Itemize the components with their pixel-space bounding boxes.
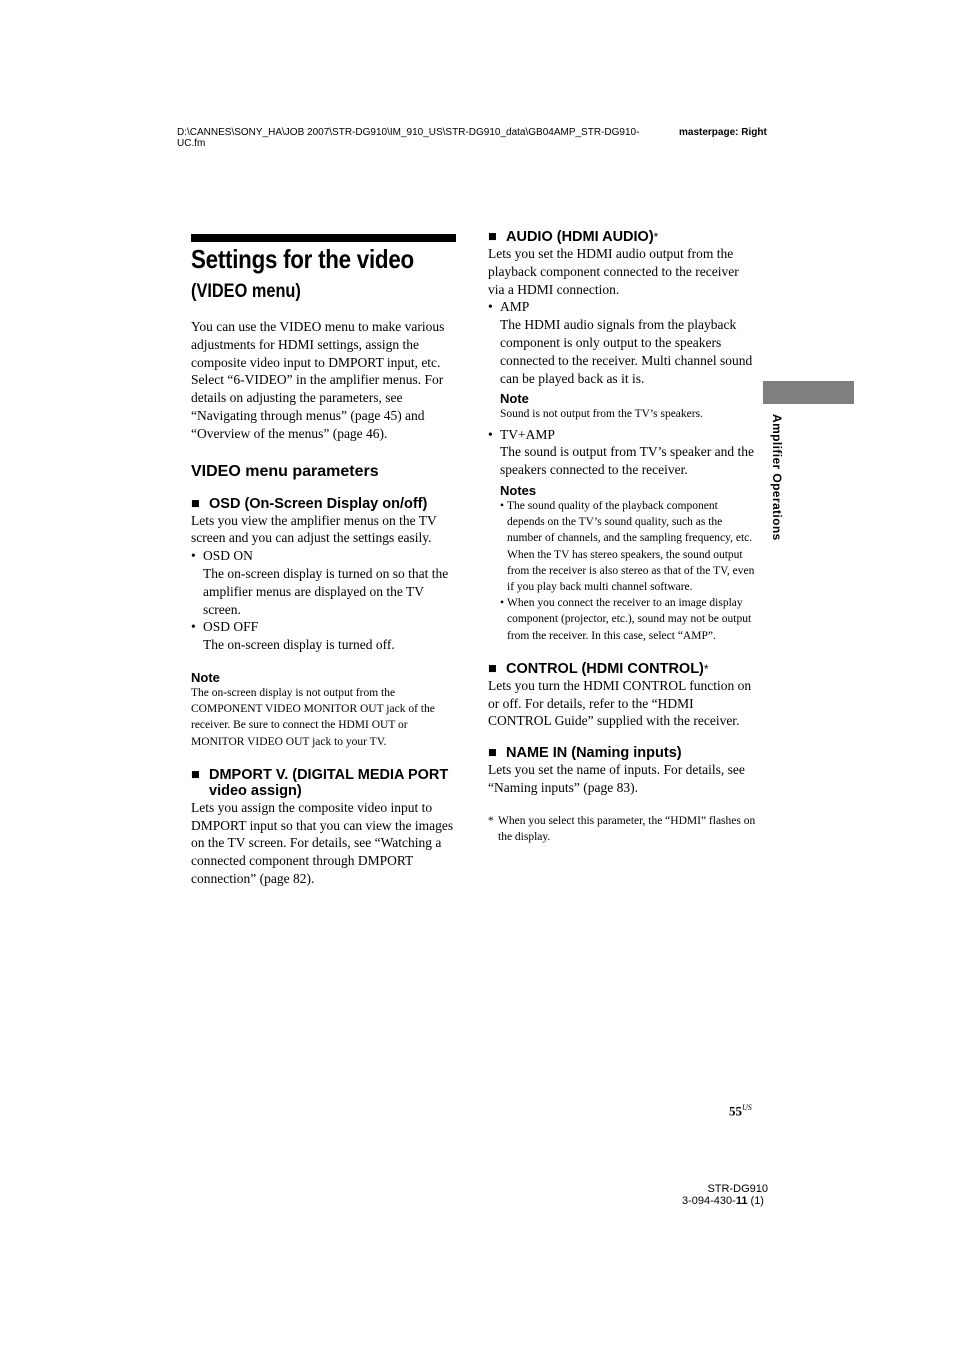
footnote-text: When you select this parameter, the “HDMI” flashes on the display. [498,814,756,843]
page-number [729,1103,752,1119]
part-bold: 11 [735,1195,748,1207]
bullet-glyph: • [500,597,505,610]
list-item [191,618,459,636]
right-column [488,229,758,845]
bullet-glyph: • [191,619,196,635]
footnote-mark: * [653,230,659,244]
note-heading: Note [500,391,529,407]
page-number-value: 55 [729,1103,742,1119]
list-item [488,298,758,316]
note-text: The sound quality of the playback component depends on the TV’s sound quality, such as the number of channels, and the sampling frequency, etc. When the TV has stereo speakers, the sound output from the receiver is also stereo as that of the TV, even if you play back multi channel software. [507,499,755,593]
name-in-heading-text: NAME IN (Naming inputs) [506,745,682,762]
square-bullet: ■ [191,766,200,783]
page-suffix: US [742,1103,752,1112]
control-heading [488,661,758,677]
part-prefix: 3-094-430- [682,1195,736,1207]
title-rule [191,234,456,242]
part-suffix: (1) [747,1195,764,1207]
side-tab-label: Amplifier Operations [770,414,784,541]
bullet-glyph: • [488,426,493,442]
option-description: The sound is output from TV’s speaker and the speakers connected to the receiver. [500,444,754,478]
masterpage-label: masterpage: Right [679,127,767,138]
audio-description: Lets you set the HDMI audio output from the playback component connected to the receiver via a HDMI connection. [488,246,739,297]
option-description: The on-screen display is turned off. [203,637,395,653]
option-description: The on-screen display is turned on so that the amplifier menus are displayed on the TV screen. [203,565,449,617]
name-in-heading [488,745,758,761]
name-in-description: Lets you set the name of inputs. For details, see “Naming inputs” (page 83). [488,762,745,795]
option-label: OSD OFF [203,619,259,635]
footnote-mark: * [703,661,709,676]
model-number: STR-DG910 [707,1183,768,1195]
control-heading-text: CONTROL (HDMI CONTROL) [506,660,704,677]
list-item [488,426,758,444]
square-bullet: ■ [488,229,497,245]
square-bullet: ■ [488,745,497,762]
audio-heading [488,229,758,245]
note-item [488,595,758,644]
section-heading: VIDEO menu parameters [191,462,379,480]
left-column [191,318,459,888]
dmport-heading [191,767,459,799]
list-item [191,547,459,565]
note-text: The on-screen display is not output from the COMPONENT VIDEO MONITOR OUT jack of the receiver. Be sure to connect the HDMI OUT or MONITOR VIDEO OUT jack to your TV. [191,686,435,748]
dmport-heading-text: DMPORT V. (DIGITAL MEDIA PORT video assign) [209,766,449,799]
side-tab [763,381,854,404]
bullet-glyph: • [500,499,505,512]
intro-paragraph: You can use the VIDEO menu to make various adjustments for HDMI settings, assign the composite video input to DMPORT input, etc. Select “6-VIDEO” in the amplifier menus. For details on adjusting the parameters, see “Navigating through menus” (page 45) and “Overview of the menus” (page 46). [191,319,445,441]
note-item [488,498,758,595]
square-bullet: ■ [488,660,497,677]
option-label: TV+AMP [500,426,555,442]
option-label: AMP [500,299,530,315]
note-text: Sound is not output from the TV’s speakers. [500,408,703,421]
control-description: Lets you turn the HDMI CONTROL function on or off. For details, refer to the “HDMI CONTROL Guide” supplied with the receiver. [488,677,752,729]
audio-heading-text: AUDIO (HDMI AUDIO) [506,229,654,245]
square-bullet: ■ [191,495,200,512]
page-subtitle: (VIDEO menu) [191,281,301,302]
note-text: When you connect the receiver to an image display component (projector, etc.), sound may not be output from the receiver. In this case, select “AMP”. [507,597,752,642]
bullet-glyph: • [191,548,196,564]
osd-description: Lets you view the amplifier menus on the TV screen and you can adjust the settings easily. [191,512,437,546]
option-description: The HDMI audio signals from the playback component is only output to the speakers connected to the receiver. Multi channel sound can be played back as it is. [500,317,753,386]
dmport-description: Lets you assign the composite video input to DMPORT input so that you can view the images on the TV screen. For details, see “Watching a connected component through DMPORT connection” (page 82). [191,799,454,886]
file-path: D:\CANNES\SONY_HA\JOB 2007\STR-DG910\IM_910_US\STR-DG910_data\GB04AMP_STR-DG910-UC.fm [177,127,640,149]
osd-heading [191,496,459,512]
option-label: OSD ON [203,548,253,564]
part-number [682,1195,764,1207]
page-title: Settings for the video [191,244,414,274]
note-heading: Note [191,669,220,685]
footnote-mark: * [488,814,494,827]
osd-heading-text: OSD (On-Screen Display on/off) [209,495,428,512]
footnote [488,813,758,845]
notes-heading: Notes [500,482,537,498]
bullet-glyph: • [488,299,493,315]
